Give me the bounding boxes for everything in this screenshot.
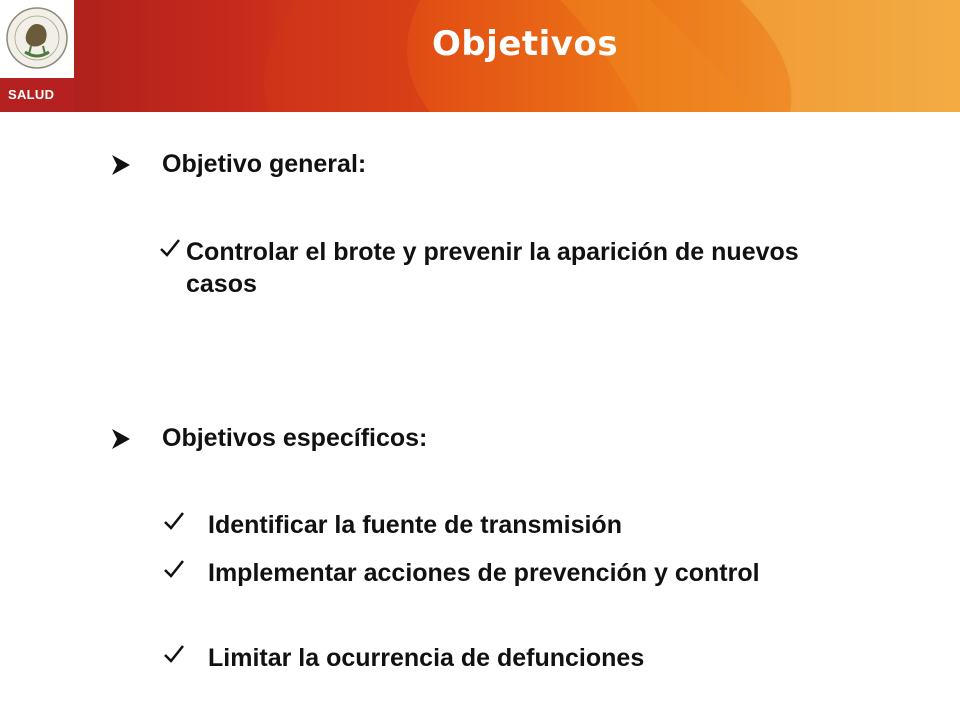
list-item [158,236,818,300]
list-item-text: Identificar la fuente de transmisión [208,511,622,539]
section-specific [110,423,427,453]
checkmark-icon [162,642,186,666]
section-heading: Objetivos específicos: [162,424,428,452]
section-general [110,149,366,179]
page-title: Objetivos [431,24,619,64]
arrow-bullet-icon [110,427,132,451]
list-item [162,509,622,541]
list-item-text: Implementar acciones de prevención y control [208,559,760,587]
list-item-text: Limitar la ocurrencia de defunciones [208,644,645,672]
list-item-text: Controlar el brote y prevenir la aparición de nuevos casos [186,238,799,298]
list-item [162,557,808,589]
checkmark-icon [158,236,182,260]
salud-label-band [0,78,74,112]
salud-label: SALUD [8,87,55,102]
list-item [162,642,644,674]
section-heading: Objetivo general: [162,150,367,178]
checkmark-icon [162,509,186,533]
arrow-bullet-icon [110,153,132,177]
header-banner [0,0,960,112]
slide-content [0,112,960,720]
checkmark-icon [162,557,186,581]
